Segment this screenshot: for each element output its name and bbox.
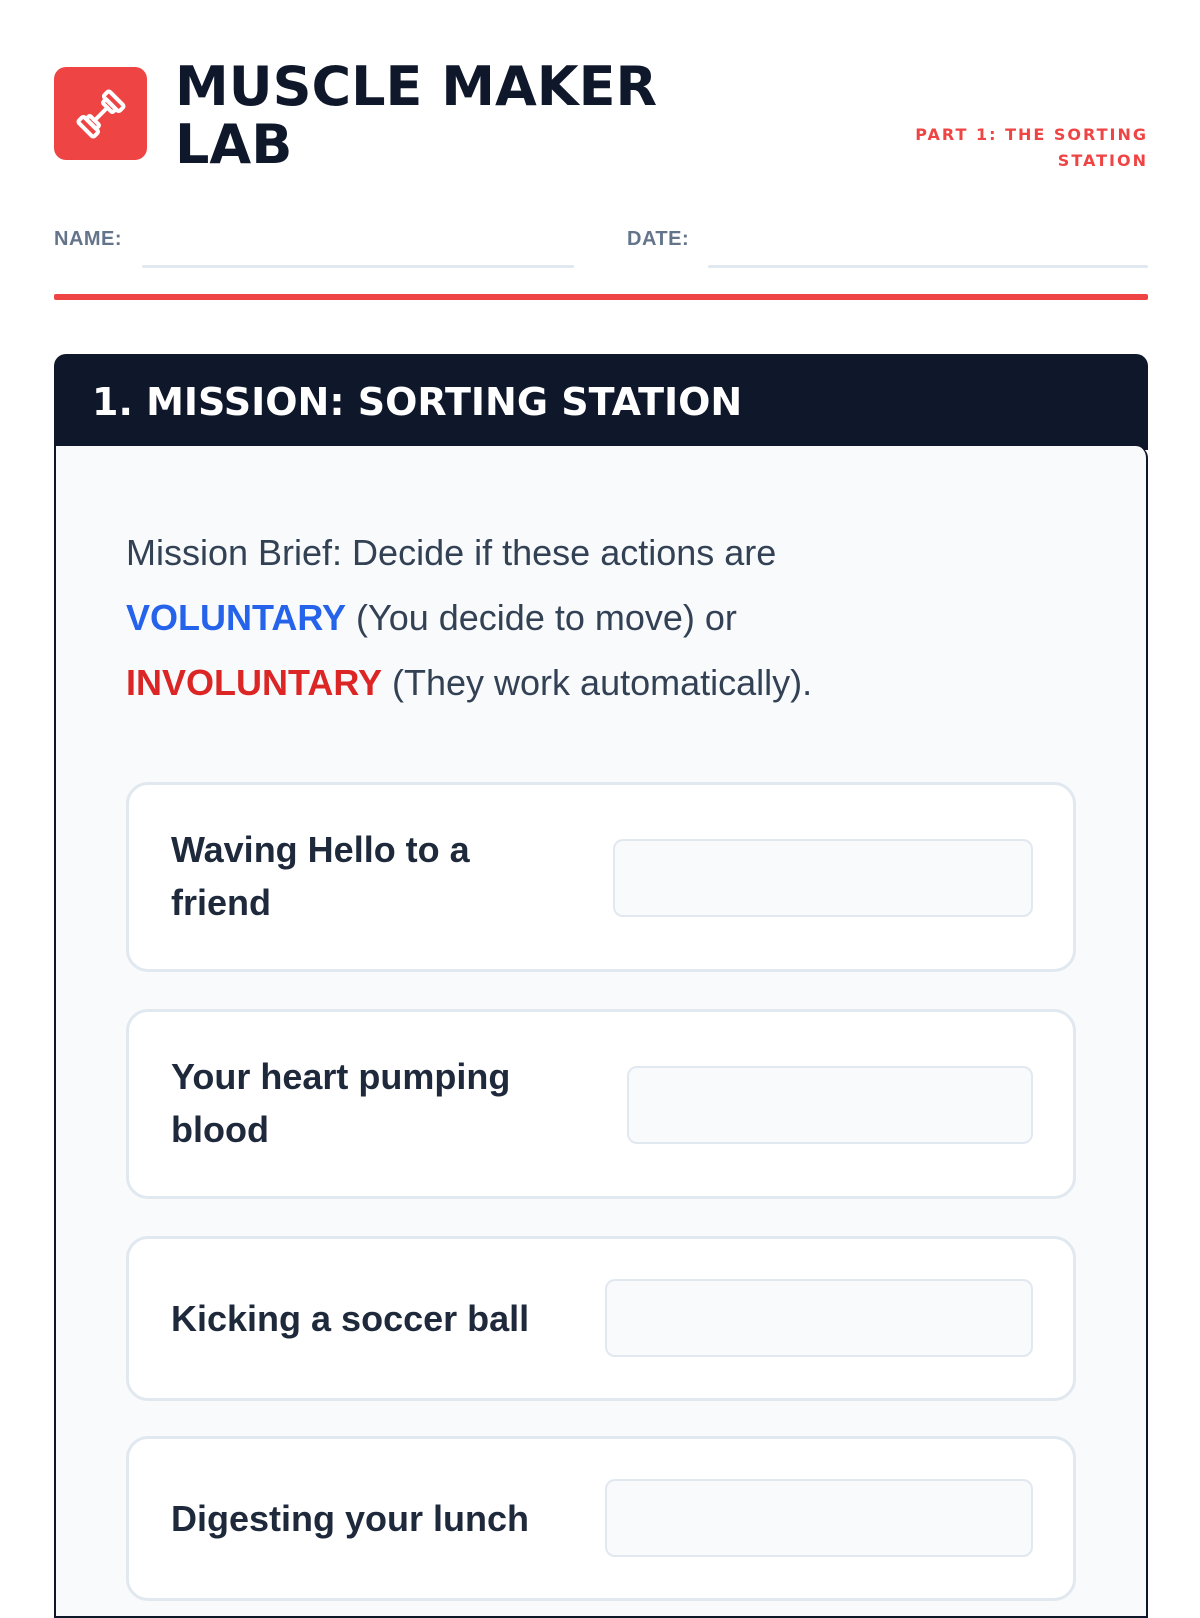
action-label: Digesting your lunch <box>171 1498 530 1539</box>
name-field[interactable] <box>142 265 574 268</box>
section-title: 1. MISSION: SORTING STATION <box>92 380 743 424</box>
action-label: Waving Hello to a friend <box>171 829 470 923</box>
name-date-row <box>54 222 1148 270</box>
sorting-card <box>126 1236 1076 1401</box>
action-label: Kicking a soccer ball <box>171 1298 530 1339</box>
sorting-card <box>126 1436 1076 1601</box>
worksheet-page <box>54 0 1148 1600</box>
answer-field[interactable] <box>613 839 1033 917</box>
header <box>54 55 1148 176</box>
involuntary-term: INVOLUNTARY <box>126 662 382 703</box>
voluntary-term: VOLUNTARY <box>126 597 346 638</box>
date-field[interactable] <box>708 265 1148 268</box>
date-label: DATE: <box>627 228 690 250</box>
brief-prefix: Mission Brief: Decide if these actions are <box>126 532 777 573</box>
sorting-card <box>126 1009 1076 1199</box>
voluntary-description: (You decide to move) or <box>356 597 737 638</box>
dumbbell-icon <box>73 86 129 142</box>
part-label: PART 1: THE SORTING STATION <box>915 125 1148 170</box>
name-label: NAME: <box>54 228 123 250</box>
answer-field[interactable] <box>605 1279 1033 1357</box>
header-divider <box>54 294 1148 300</box>
section-header <box>54 354 1148 450</box>
page-title: MUSCLE MAKER LAB <box>175 55 658 176</box>
section-body <box>54 446 1148 1618</box>
involuntary-description: (They work automatically). <box>392 662 813 703</box>
action-label: Your heart pumping blood <box>171 1056 511 1150</box>
sorting-card <box>126 782 1076 972</box>
mission-brief <box>126 520 1026 715</box>
answer-field[interactable] <box>605 1479 1033 1557</box>
answer-field[interactable] <box>627 1066 1033 1144</box>
logo <box>54 67 147 160</box>
